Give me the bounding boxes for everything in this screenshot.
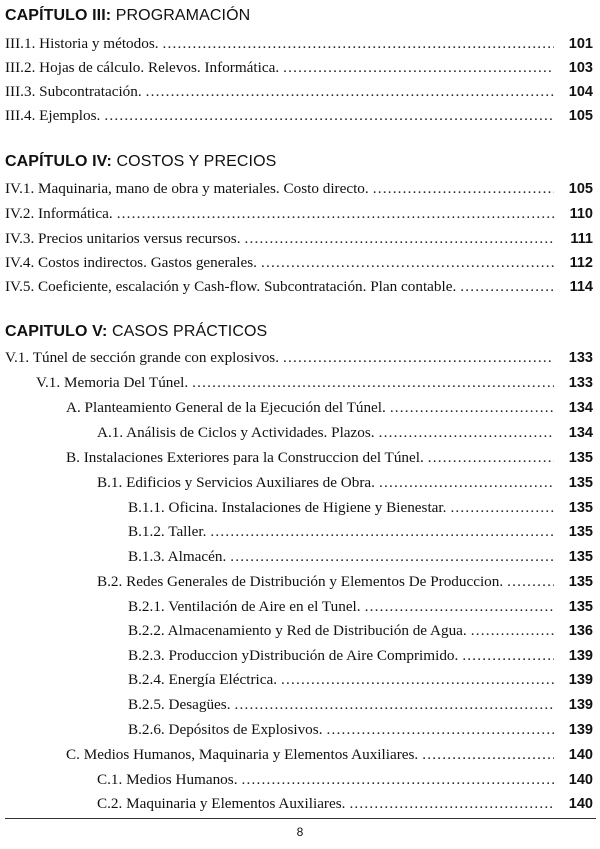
toc-entry-page: 135 [568, 475, 593, 491]
toc-entry-page: 133 [568, 350, 593, 366]
dot-leader [422, 746, 554, 764]
toc-entry-label: B.2.5. Desagües. [128, 696, 231, 713]
toc-entry-page: 105 [568, 108, 593, 124]
toc-entry-page: 139 [568, 697, 593, 713]
dot-leader [235, 696, 554, 714]
dot-leader [327, 721, 555, 739]
toc-entry[interactable] [128, 696, 593, 716]
toc-entry-page: 110 [569, 206, 593, 222]
toc-entry-page: 139 [568, 722, 593, 738]
toc-entry[interactable] [5, 35, 593, 55]
toc-entry-label: B.1.1. Oficina. Instalaciones de Higiene y Bienestar. [128, 499, 447, 516]
chapter-heading-title: CASOS PRÁCTICOS [107, 323, 268, 340]
toc-entry[interactable] [97, 573, 593, 593]
toc-entry-label: III.4. Ejemplos. [5, 107, 101, 124]
toc-entry-page: 140 [568, 772, 593, 788]
page-number: 8 [296, 825, 304, 839]
toc-entry-page: 133 [568, 375, 593, 391]
toc-entry[interactable] [97, 424, 593, 444]
toc-entry-label: III.3. Subcontratación. [5, 83, 142, 100]
dot-leader [379, 474, 554, 492]
toc-entry[interactable] [128, 499, 593, 519]
chapter-heading-lead: CAPÍTULO III: [5, 7, 112, 24]
dot-leader [471, 622, 554, 640]
chapter-heading-lead: CAPÍTULO IV: [5, 153, 112, 170]
toc-entry-page: 139 [568, 648, 593, 664]
toc-entry-label: IV.4. Costos indirectos. Gastos generales. [5, 254, 257, 271]
toc-entry[interactable] [128, 721, 593, 741]
toc-entry-page: 111 [570, 231, 593, 247]
chapter-heading [5, 7, 250, 25]
toc-entry[interactable] [128, 647, 593, 667]
dot-leader [379, 424, 554, 442]
dot-leader [390, 399, 554, 417]
toc-entry-page: 134 [568, 425, 593, 441]
toc-entry-page: 101 [568, 36, 593, 52]
toc-entry-label: B.1.2. Taller. [128, 523, 207, 540]
chapter-heading-lead: CAPITULO V: [5, 323, 108, 340]
toc-entry-label: A.1. Análisis de Ciclos y Actividades. Plazos. [97, 424, 375, 441]
dot-leader [460, 278, 554, 296]
toc-entry[interactable] [128, 548, 593, 568]
toc-entry-label: A. Planteamiento General de la Ejecución del Túnel. [66, 399, 386, 416]
toc-entry-page: 140 [568, 796, 593, 812]
toc-entry-label: IV.3. Precios unitarios versus recursos. [5, 230, 241, 247]
toc-entry[interactable] [66, 449, 593, 469]
toc-entry[interactable] [5, 107, 593, 127]
toc-entry[interactable] [128, 598, 593, 618]
toc-entry-page: 135 [568, 500, 593, 516]
dot-leader [210, 523, 554, 541]
toc-entry[interactable] [5, 205, 593, 225]
toc-entry-page: 104 [568, 84, 593, 100]
toc-entry[interactable] [97, 771, 593, 791]
toc-entry-label: B.2.6. Depósitos de Explosivos. [128, 721, 323, 738]
toc-entry[interactable] [5, 180, 593, 200]
toc-entry-page: 135 [568, 599, 593, 615]
toc-entry[interactable] [5, 59, 593, 79]
toc-entry[interactable] [66, 399, 593, 419]
toc-entry[interactable] [5, 254, 593, 274]
toc-entry-label: B.1. Edificios y Servicios Auxiliares de Obra. [97, 474, 375, 491]
toc-entry[interactable] [97, 474, 593, 494]
toc-entry[interactable] [5, 278, 593, 298]
toc-entry-label: III.2. Hojas de cálculo. Relevos. Informática. [5, 59, 280, 76]
toc-entry-page: 112 [569, 255, 593, 271]
dot-leader [365, 598, 554, 616]
toc-entry[interactable] [128, 523, 593, 543]
dot-leader [507, 573, 554, 591]
toc-entry-page: 136 [568, 623, 593, 639]
toc-entry-label: III.1. Historia y métodos. [5, 35, 159, 52]
toc-entry-page: 135 [568, 574, 593, 590]
dot-leader [428, 449, 554, 467]
toc-entry[interactable] [36, 374, 593, 394]
toc-entry-label: B.2. Redes Generales de Distribución y Elementos De Produccion. [97, 573, 504, 590]
toc-entry-page: 140 [568, 747, 593, 763]
toc-entry-page: 114 [569, 279, 593, 295]
chapter-heading-title: COSTOS Y PRECIOS [111, 153, 277, 170]
toc-entry-page: 135 [568, 549, 593, 565]
chapter-heading [5, 153, 276, 171]
toc-entry-page: 103 [568, 60, 593, 76]
dot-leader [117, 205, 554, 223]
toc-entry-label: B.2.2. Almacenamiento y Red de Distribución de Agua. [128, 622, 467, 639]
dot-leader [450, 499, 554, 517]
dot-leader [146, 83, 554, 101]
dot-leader [373, 180, 554, 198]
footer-rule [5, 818, 596, 819]
toc-entry-page: 139 [568, 672, 593, 688]
toc-entry-page: 134 [568, 400, 593, 416]
toc-entry[interactable] [5, 230, 593, 250]
chapter-heading-title: PROGRAMACIÓN [111, 7, 251, 24]
dot-leader [462, 647, 554, 665]
toc-entry[interactable] [128, 671, 593, 691]
toc-entry-label: V.1. Túnel de sección grande con explosivos. [5, 349, 280, 366]
toc-entry-label: C.1. Medios Humanos. [97, 771, 238, 788]
dot-leader [241, 771, 554, 789]
dot-leader [163, 35, 554, 53]
dot-leader [261, 254, 554, 272]
toc-entry[interactable] [128, 622, 593, 642]
toc-entry-label: B.1.3. Almacén. [128, 548, 227, 565]
toc-entry-page: 135 [568, 524, 593, 540]
toc-entry[interactable] [5, 83, 593, 103]
dot-leader [245, 230, 554, 248]
toc-entry[interactable] [66, 746, 593, 766]
dot-leader [230, 548, 554, 566]
toc-entry-label: B.2.4. Energía Eléctrica. [128, 671, 278, 688]
toc-entry-label: IV.2. Informática. [5, 205, 113, 222]
dot-leader [281, 671, 554, 689]
toc-entry-label: B.2.1. Ventilación de Aire en el Tunel. [128, 598, 361, 615]
toc-entry-label: V.1. Memoria Del Túnel. [36, 374, 189, 391]
toc-entry-label: B.2.3. Produccion yDistribución de Aire Comprimido. [128, 647, 459, 664]
chapter-heading [5, 323, 267, 341]
toc-entry-label: IV.5. Coeficiente, escalación y Cash-flow. Subcontratación. Plan contable. [5, 278, 457, 295]
toc-entry-page: 135 [568, 450, 593, 466]
dot-leader [283, 349, 554, 367]
toc-entry-label: IV.1. Maquinaria, mano de obra y materiales. Costo directo. [5, 180, 369, 197]
toc-entry-page: 105 [568, 181, 593, 197]
dot-leader [349, 795, 554, 813]
dot-leader [104, 107, 554, 125]
toc-entry-label: C.2. Maquinaria y Elementos Auxiliares. [97, 795, 346, 812]
dot-leader [192, 374, 554, 392]
toc-entry[interactable] [5, 349, 593, 369]
toc-entry-label: B. Instalaciones Exteriores para la Construccion del Túnel. [66, 449, 424, 466]
dot-leader [283, 59, 554, 77]
toc-entry[interactable] [97, 795, 593, 815]
toc-entry-label: C. Medios Humanos, Maquinaria y Elementos Auxiliares. [66, 746, 419, 763]
